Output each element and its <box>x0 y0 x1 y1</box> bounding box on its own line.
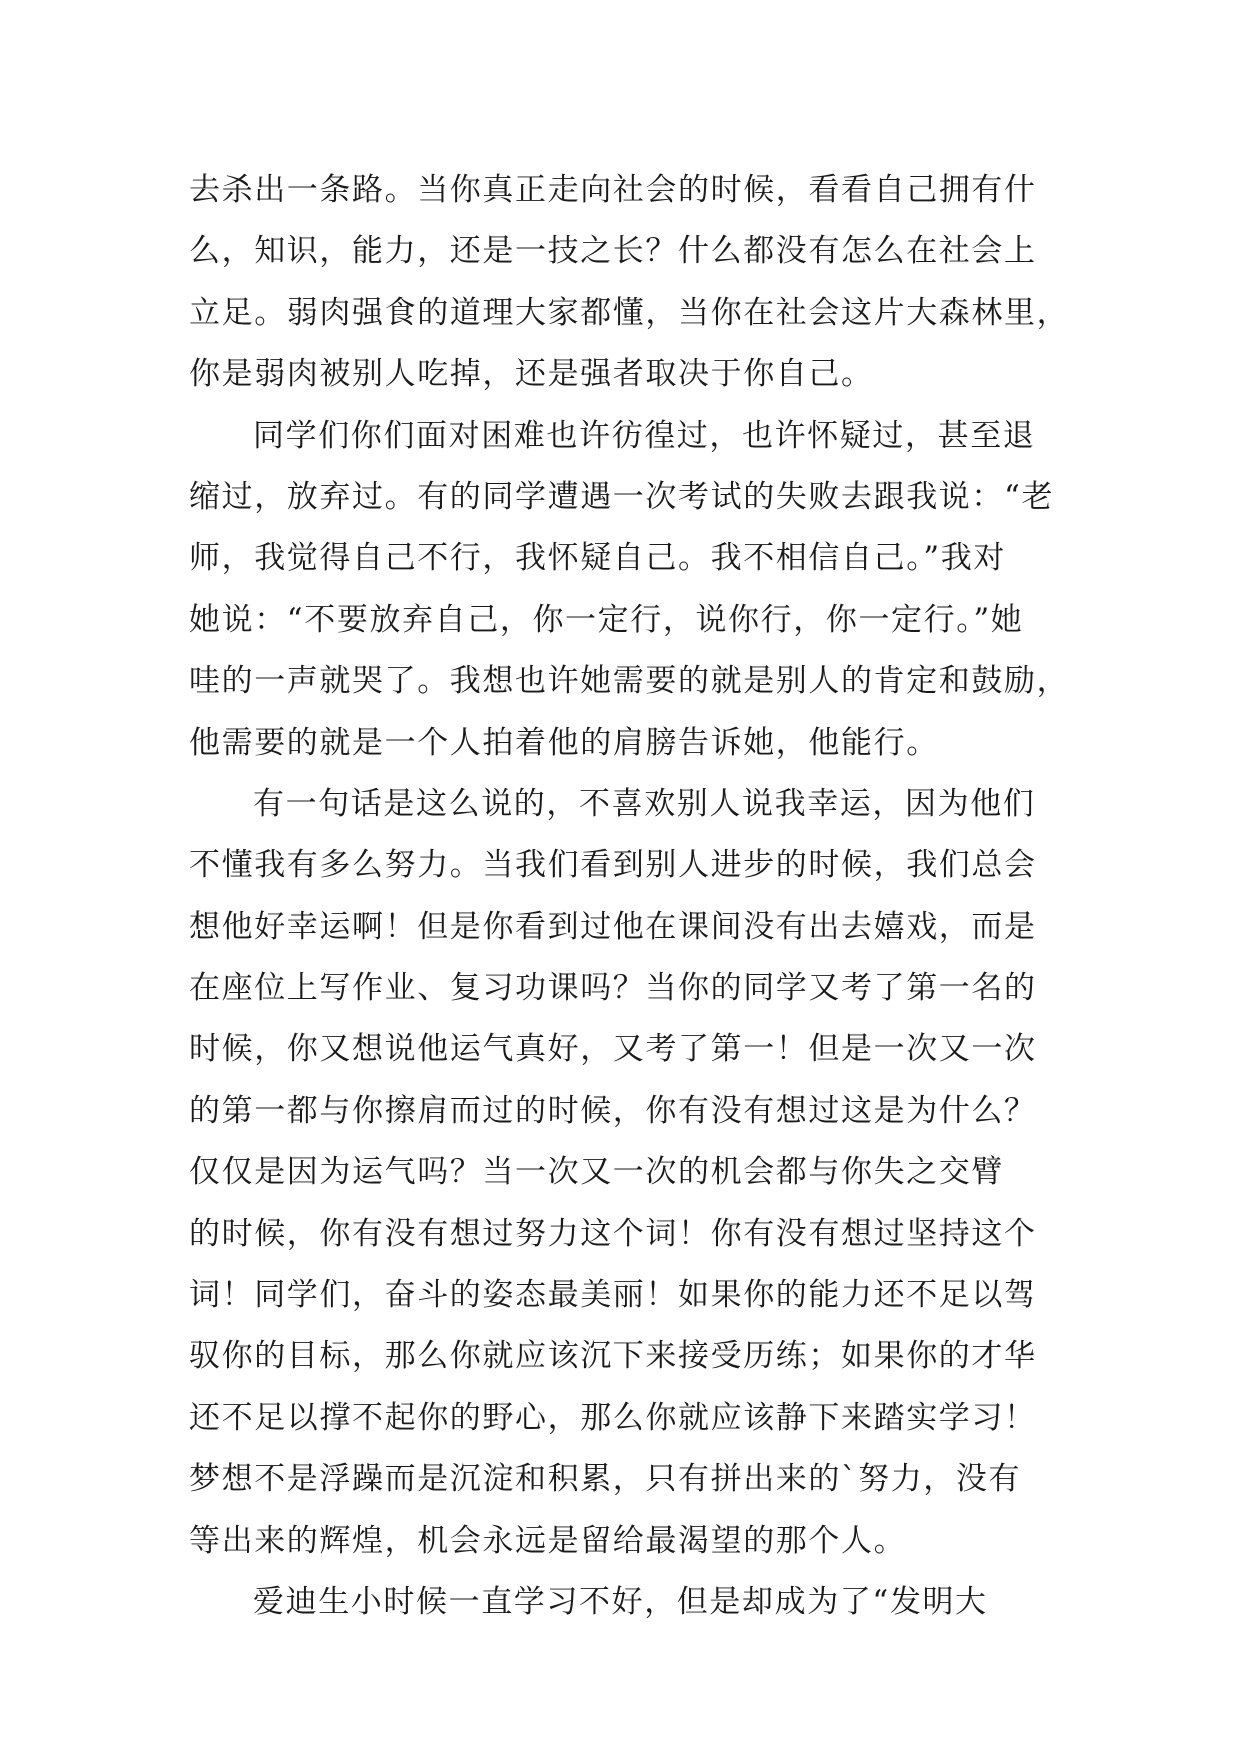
text-line: 师，我觉得自己不行，我怀疑自己。我不相信自己。”我对 <box>189 540 1006 577</box>
body-text <box>189 160 1070 1633</box>
text-line: 的第一都与你擦肩而过的时候，你有没有想过这是为什么？ <box>189 1092 1037 1129</box>
text-line: 她说：“不要放弃自己，你一定行，说你行，你一定行。”她 <box>189 601 1024 638</box>
text-line: 驭你的目标，那么你就应该沉下来接受历练；如果你的才华 <box>189 1338 1037 1375</box>
text-line: 梦想不是浮躁而是沉淀和积累，只有拼出来的`努力，没有 <box>189 1461 1022 1498</box>
text-line: 立足。弱肉强食的道理大家都懂，当你在社会这片大森林里， <box>189 294 1070 331</box>
text-line: 的时候，你有没有想过努力这个词！你有没有想过坚持这个 <box>189 1215 1037 1252</box>
text-line: 在座位上写作业、复习功课吗？当你的同学又考了第一名的 <box>189 970 1037 1007</box>
paragraph-first-line: 有一句话是这么说的，不喜欢别人说我幸运，因为他们 <box>253 785 1036 822</box>
text-line: 还不足以撑不起你的野心，那么你就应该静下来踏实学习！ <box>189 1399 1037 1436</box>
text-line: 仅仅是因为运气吗？当一次又一次的机会都与你失之交臂 <box>189 1154 1004 1191</box>
text-line: 词！同学们，奋斗的姿态最美丽！如果你的能力还不足以驾 <box>189 1277 1037 1314</box>
text-line: 去杀出一条路。当你真正走向社会的时候，看看自己拥有什 <box>189 172 1037 208</box>
text-line: 你是弱肉被别人吃掉，还是强者取决于你自己。 <box>189 356 874 393</box>
text-line: 不懂我有多么努力。当我们看到别人进步的时候，我们总会 <box>189 847 1037 884</box>
paragraph-first-line: 同学们你们面对困难也许彷徨过，也许怀疑过，甚至退 <box>253 417 1036 454</box>
text-line: 他需要的就是一个人拍着他的肩膀告诉她，他能行。 <box>189 724 939 761</box>
text-line: 时候，你又想说他运气真好，又考了第一！但是一次又一次 <box>189 1031 1037 1068</box>
text-line: 哇的一声就哭了。我想也许她需要的就是别人的肯定和鼓励， <box>189 663 1070 700</box>
paragraph-first-line: 爱迪生小时候一直学习不好，但是却成为了“发明大 <box>253 1583 988 1620</box>
text-line: 想他好幸运啊！但是你看到过他在课间没有出去嬉戏，而是 <box>189 908 1037 945</box>
text-line: 等出来的辉煌，机会永远是留给最渴望的那个人。 <box>189 1522 907 1559</box>
text-line: 么，知识，能力，还是一技之长？什么都没有怎么在社会上 <box>189 233 1037 270</box>
text-line: 缩过，放弃过。有的同学遭遇一次考试的失败去跟我说：“老 <box>189 478 1055 515</box>
